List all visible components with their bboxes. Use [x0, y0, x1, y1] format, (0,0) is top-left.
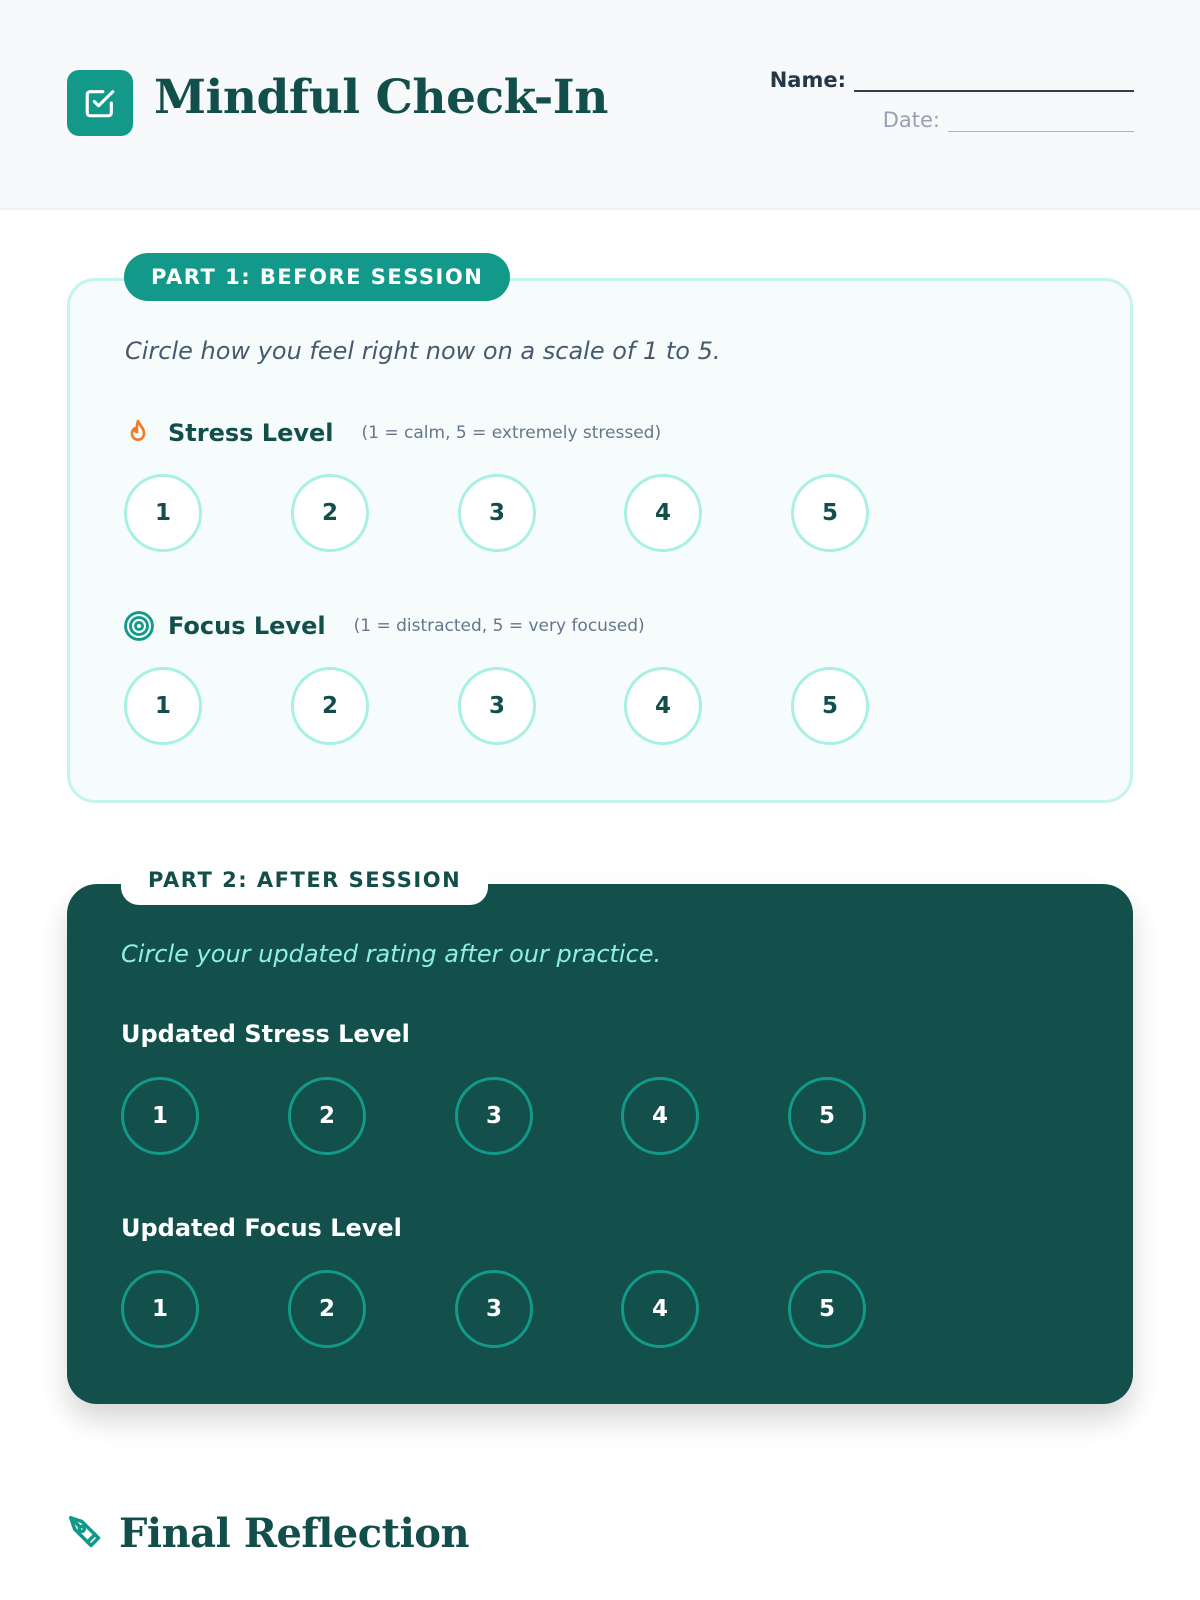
part1-badge: PART 1: BEFORE SESSION — [124, 253, 510, 301]
stress-option-1[interactable]: 1 — [124, 474, 202, 552]
stress-option-2[interactable]: 2 — [291, 474, 369, 552]
focus-option-2[interactable]: 2 — [291, 667, 369, 745]
part2-instruction: Circle your updated rating after our practice. — [121, 940, 662, 968]
focus-level-label: Focus Level — [168, 612, 326, 640]
focus-option-3[interactable]: 3 — [458, 667, 536, 745]
stress-level-heading — [122, 416, 661, 450]
stress-option-3[interactable]: 3 — [458, 474, 536, 552]
final-reflection-title: Final Reflection — [119, 1510, 470, 1557]
part1-instruction: Circle how you feel right now on a scale of 1 to 5. — [125, 337, 721, 365]
updated-stress-option-4[interactable]: 4 — [621, 1077, 699, 1155]
stress-level-label: Stress Level — [168, 419, 334, 447]
updated-stress-label: Updated Stress Level — [121, 1020, 410, 1048]
date-input-line[interactable] — [948, 112, 1134, 132]
checkbox-icon — [67, 70, 133, 136]
updated-focus-option-5[interactable]: 5 — [788, 1270, 866, 1348]
flame-icon — [122, 416, 156, 450]
pen-tool-icon — [66, 1513, 104, 1555]
updated-focus-option-3[interactable]: 3 — [455, 1270, 533, 1348]
final-reflection-heading — [66, 1510, 469, 1557]
part2-badge: PART 2: AFTER SESSION — [121, 855, 488, 905]
updated-stress-option-2[interactable]: 2 — [288, 1077, 366, 1155]
page-header — [0, 0, 1200, 210]
updated-focus-option-1[interactable]: 1 — [121, 1270, 199, 1348]
updated-stress-option-1[interactable]: 1 — [121, 1077, 199, 1155]
focus-option-5[interactable]: 5 — [791, 667, 869, 745]
stress-level-hint: (1 = calm, 5 = extremely stressed) — [361, 423, 662, 443]
focus-level-hint: (1 = distracted, 5 = very focused) — [353, 616, 645, 636]
name-label: Name: — [769, 68, 846, 92]
updated-focus-option-4[interactable]: 4 — [621, 1270, 699, 1348]
date-field[interactable] — [883, 108, 1134, 132]
updated-stress-option-3[interactable]: 3 — [455, 1077, 533, 1155]
page-title: Mindful Check-In — [154, 70, 608, 125]
focus-option-1[interactable]: 1 — [124, 667, 202, 745]
target-icon — [122, 609, 156, 643]
date-label: Date: — [882, 108, 940, 132]
name-field[interactable] — [770, 68, 1134, 92]
updated-focus-label: Updated Focus Level — [121, 1214, 402, 1242]
focus-option-4[interactable]: 4 — [624, 667, 702, 745]
name-input-line[interactable] — [854, 72, 1134, 92]
stress-option-4[interactable]: 4 — [624, 474, 702, 552]
updated-stress-option-5[interactable]: 5 — [788, 1077, 866, 1155]
focus-level-heading — [122, 609, 645, 643]
stress-option-5[interactable]: 5 — [791, 474, 869, 552]
updated-focus-option-2[interactable]: 2 — [288, 1270, 366, 1348]
